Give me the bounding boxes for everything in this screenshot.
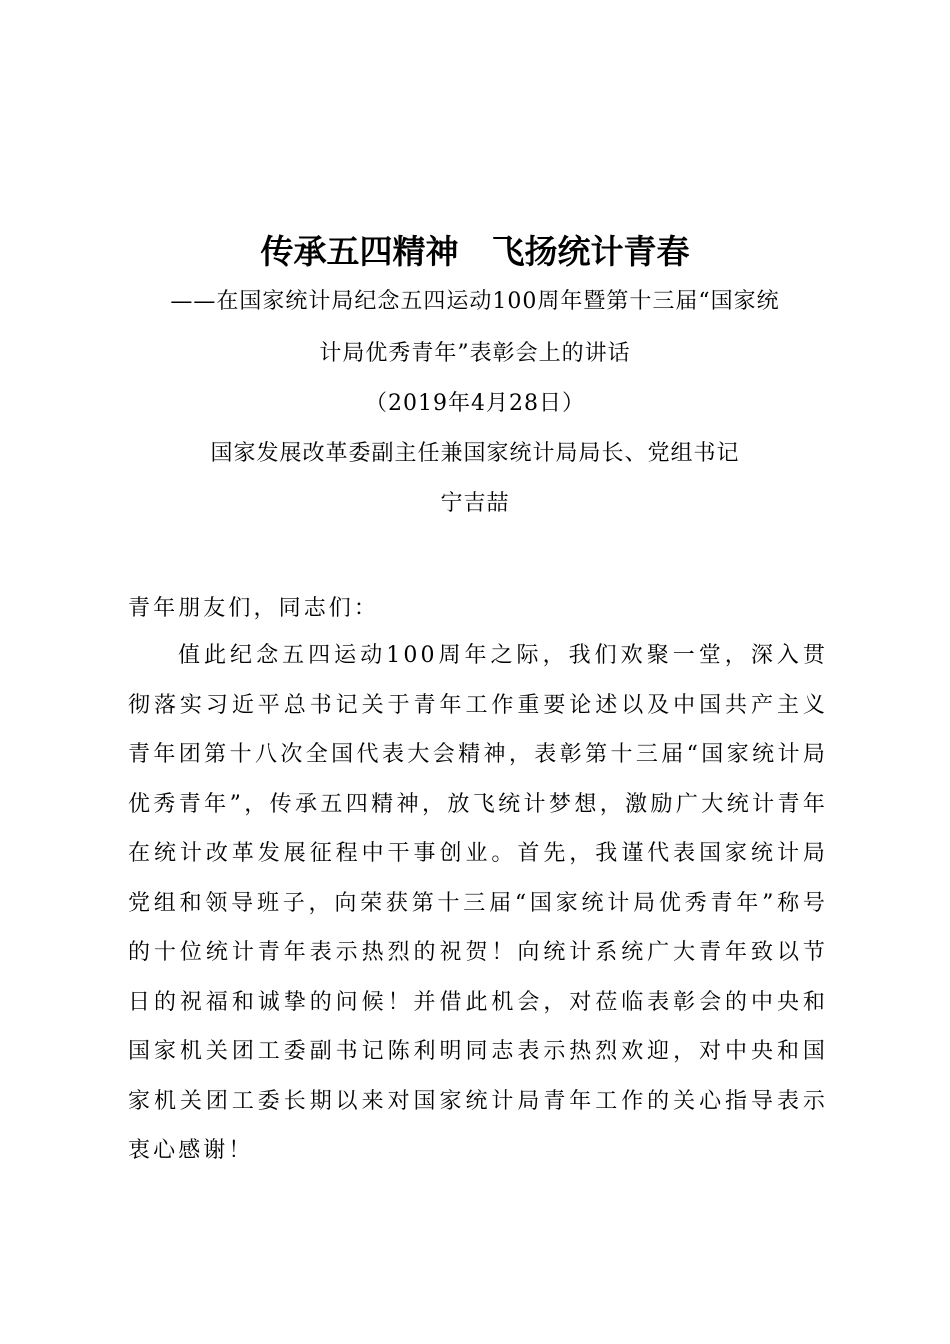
subtitle-line-2: 计局优秀青年”表彰会上的讲话 — [319, 341, 631, 366]
author-name: 宁吉喆 — [440, 491, 510, 516]
author-title: 国家发展改革委副主任兼国家统计局局长、党组书记 — [210, 441, 740, 466]
subtitle-line-1: ——在国家统计局纪念五四运动100周年暨第十三届“国家统 — [170, 289, 780, 314]
speech-date: （2019年4月28日） — [365, 391, 585, 416]
document-title: 传承五四精神 飞扬统计青春 — [260, 232, 690, 271]
salutation: 青年朋友们，同志们： — [128, 596, 380, 621]
body-paragraph: 值此纪念五四运动100周年之际，我们欢聚一堂，深入贯彻落实习近平总书记关于青年工作重要论述以及中国共产主义青年团第十八次全国代表大会精神，表彰第十三届“国家统计局优秀青年”，传承五四精神，放飞统计梦想，激励广大统计青年在统计改革发展征程中干事创业。首先，我谨代表国家统计局党组和领导班子，向荣获第十三届“国家统计局优秀青年”称号的十位统计青年表示热烈的祝贺！向统计系统广大青年致以节日的祝福和诚挚的问候！并借此机会，对莅临表彰会的中央和国家机关团工委副书记陈利明同志表示热烈欢迎，对中央和国家机关团工委长期以来对国家统计局青年工作的关心指导表示衷心感谢！ — [128, 643, 828, 1163]
